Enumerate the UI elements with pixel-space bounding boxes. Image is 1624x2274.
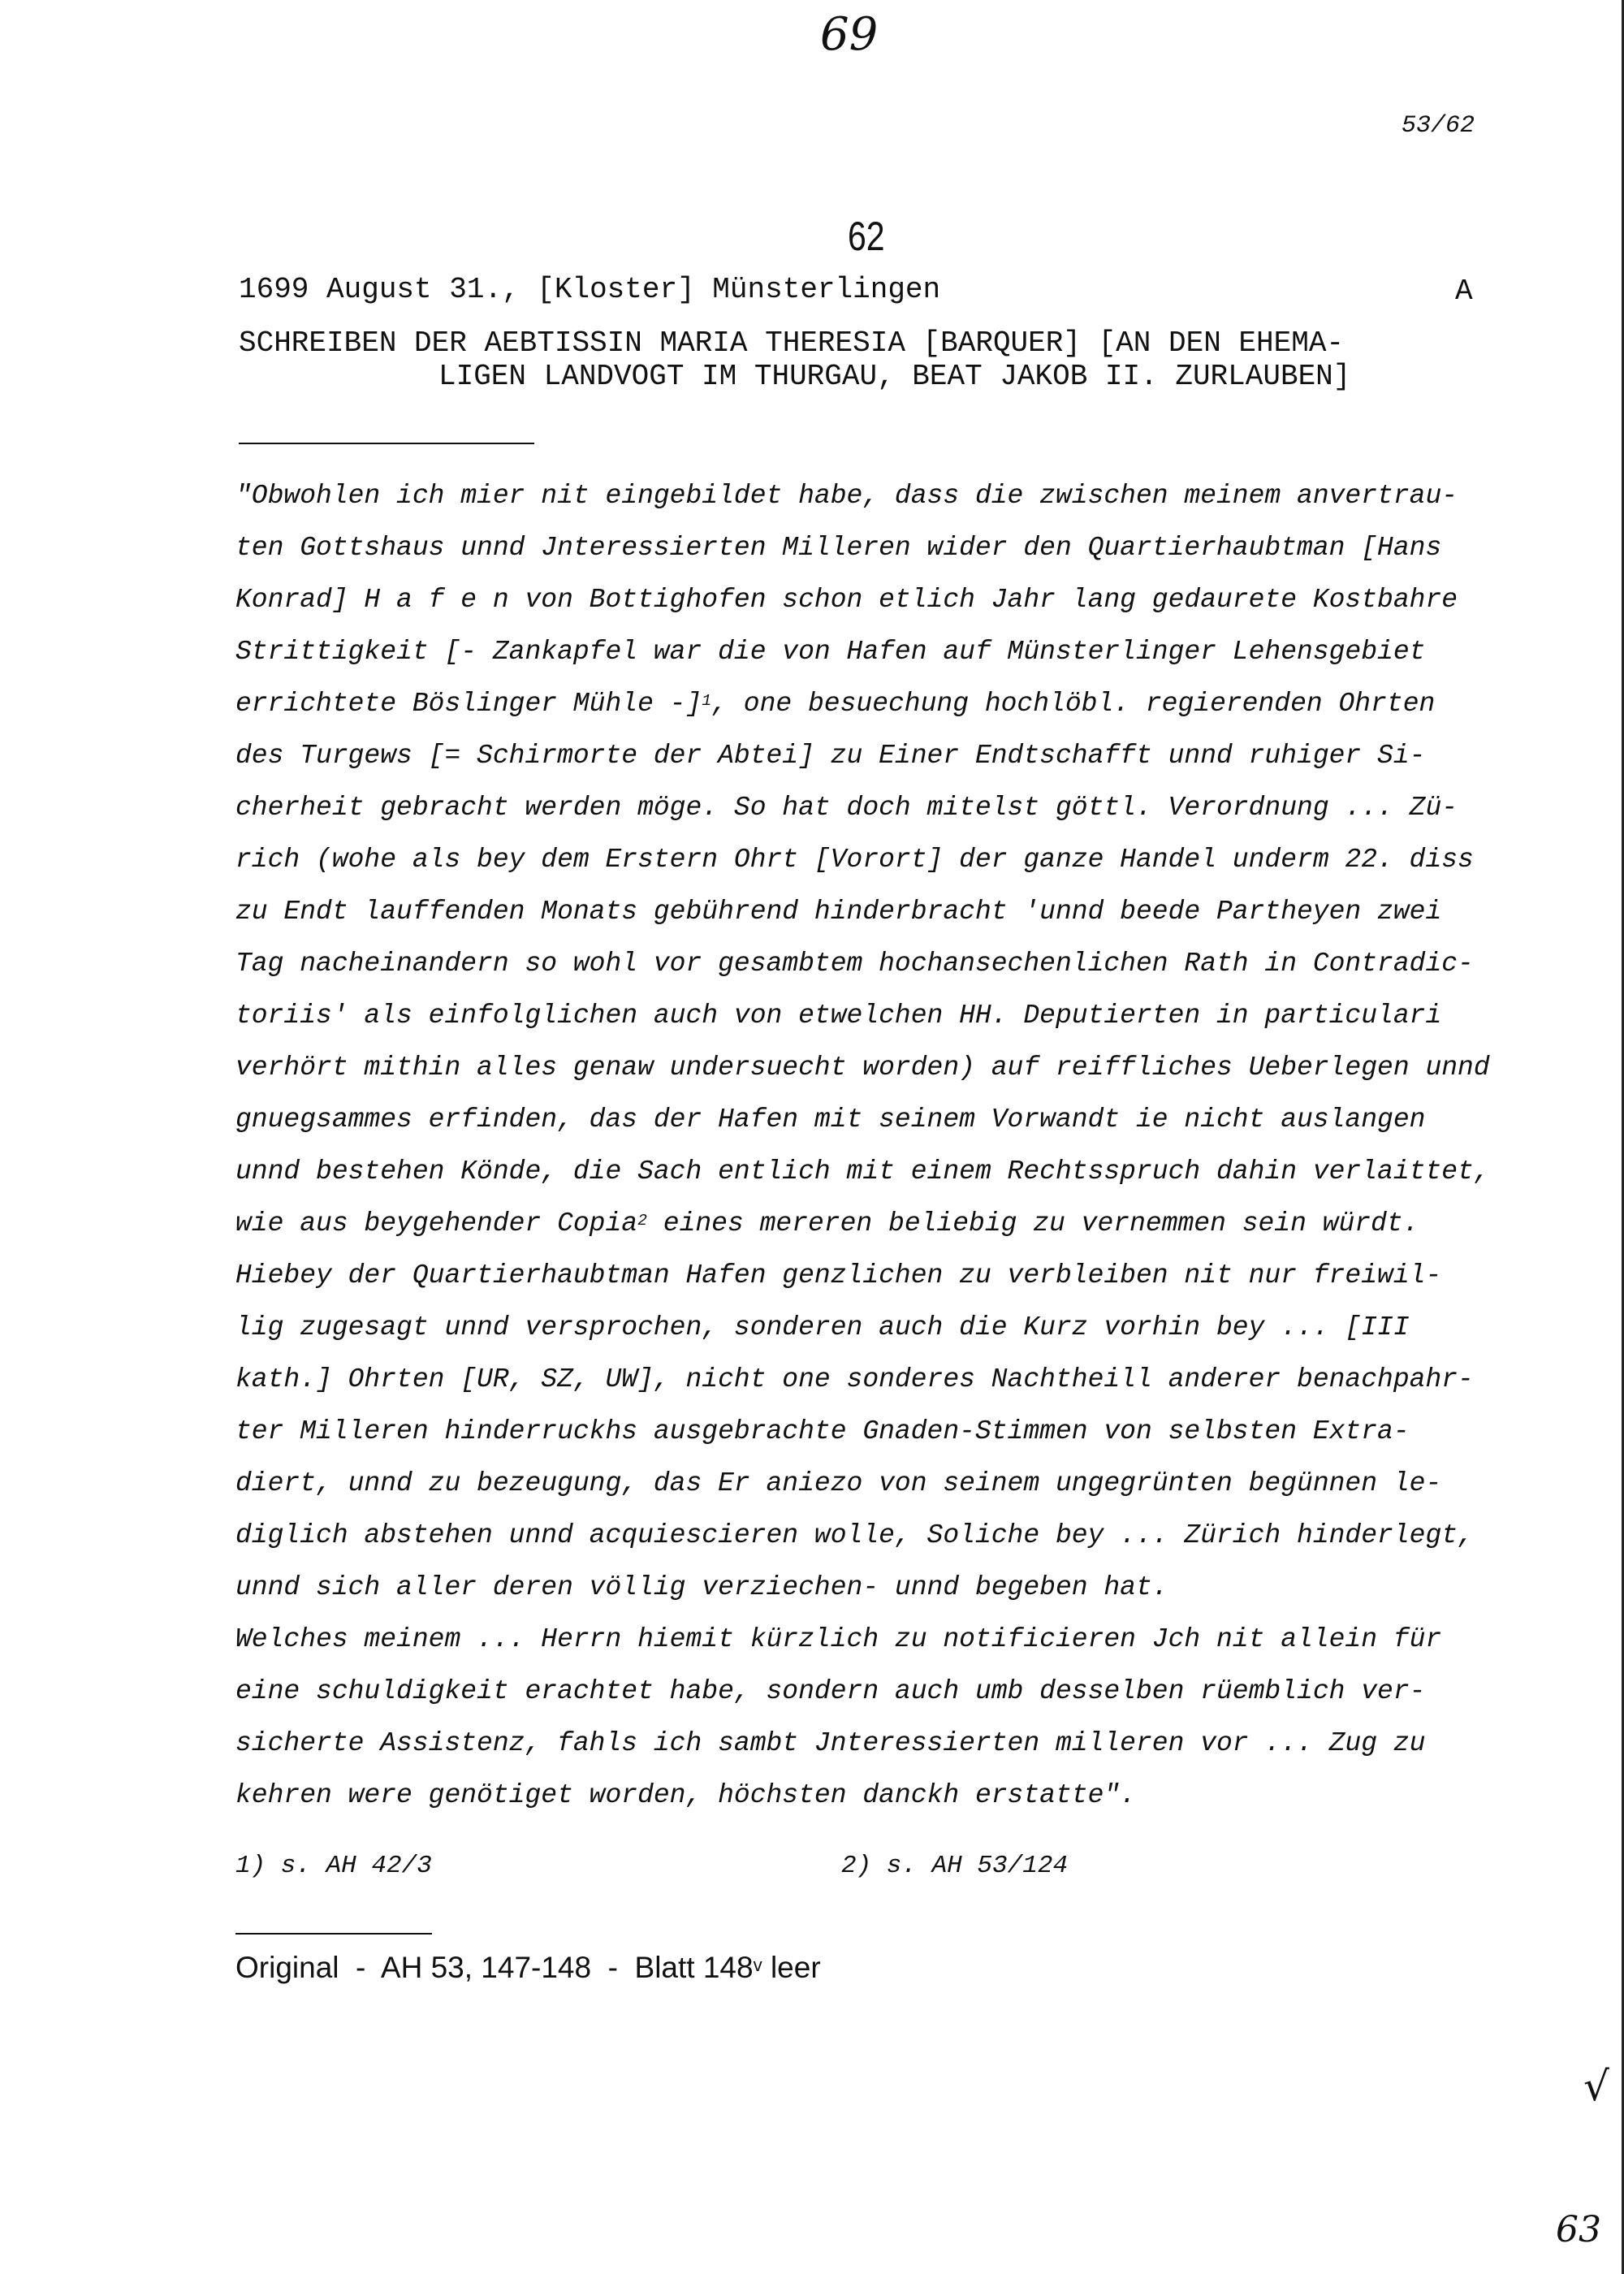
body-line-text: eines mereren beliebig zu vernemmen sein würdt. (646, 1208, 1419, 1239)
body-line-text: wie aus beygehender Copia (235, 1208, 638, 1239)
footnote-marker: 2 (637, 1212, 647, 1230)
body-line: diglich abstehen unnd acquiescieren wolle, Soliche bey ... Zürich hinderlegt, (235, 1520, 1474, 1550)
body-line-text: , one besuechung hochlöbl. regierenden Ohrten (711, 689, 1436, 719)
body-line: unnd sich aller deren völlig verziechen- unnd begeben hat. (235, 1572, 1168, 1602)
footnote-marker: 1 (702, 692, 712, 711)
body-line: Tag nacheinandern so wohl vor gesambtem hochansechenlichen Rath in Contradic- (235, 949, 1474, 979)
footnote-2: 2) s. AH 53/124 (841, 1852, 1069, 1880)
body-line: Konrad] H a f e n von Bottighofen schon etlich Jahr lang gedaurete Kostbahre (235, 585, 1458, 615)
dateline: 1699 August 31., [Kloster] Münsterlingen (239, 273, 941, 306)
body-line: diert, unnd zu bezeugung, das Er aniezo von seinem ungegrünten begünnen le- (235, 1468, 1442, 1498)
body-line (235, 689, 1435, 719)
archive-reference: 53/62 (1402, 112, 1475, 140)
source-line (235, 1951, 821, 1985)
body-line: toriis' als einfolglichen auch von etwelchen HH. Deputierten in particulari (235, 1001, 1442, 1031)
title-line-2: LIGEN LANDVOGT IM THURGAU, BEAT JAKOB II. ZURLAUBEN] (438, 360, 1351, 393)
body-line: gnuegsammes erfinden, das der Hafen mit seinem Vorwandt ie nicht auslangen (235, 1105, 1426, 1135)
document-number: 62 (848, 214, 885, 259)
body-line: des Turgews [= Schirmorte der Abtei] zu Einer Endtschafft unnd ruhiger Si- (235, 741, 1426, 771)
source-text: Original - AH 53, 147-148 - Blatt 148 (235, 1951, 754, 1984)
handwritten-page-number: 69 (820, 8, 879, 61)
handwritten-corner-number: 63 (1556, 2209, 1601, 2250)
body-line: sicherte Assistenz, fahls ich sambt Jnteressierten milleren vor ... Zug zu (235, 1728, 1426, 1758)
body-line: eine schuldigkeit erachtet habe, sondern auch umb desselben rüemblich ver- (235, 1676, 1426, 1706)
body-line: "Obwohlen ich mier nit eingebildet habe, dass die zwischen meinem anvertrau- (235, 481, 1458, 511)
body-line: rich (wohe als bey dem Erstern Ohrt [Vorort] der ganze Handel underm 22. diss (235, 845, 1474, 875)
footnote-1: 1) s. AH 42/3 (235, 1852, 432, 1880)
body-line (235, 1208, 1419, 1239)
body-line: ter Milleren hinderruckhs ausgebrachte Gnaden-Stimmen von selbsten Extra- (235, 1416, 1410, 1446)
title-line-1: SCHREIBEN DER AEBTISSIN MARIA THERESIA [BARQUER] [AN DEN EHEMA- (239, 326, 1345, 360)
body-line-text: errichtete Böslinger Mühle -] (235, 689, 702, 719)
body-line: ten Gottshaus unnd Jnteressierten Milleren wider den Quartierhaubtman [Hans (235, 533, 1442, 563)
body-line: zu Endt lauffenden Monats gebührend hinderbracht 'unnd beede Partheyen zwei (235, 897, 1442, 927)
body-line: cherheit gebracht werden möge. So hat doch mitelst göttl. Verordnung ... Zü- (235, 793, 1458, 823)
body-line: unnd bestehen Könde, die Sach entlich mit einem Rechtsspruch dahin verlaittet, (235, 1156, 1490, 1187)
body-line: Strittigkeit [- Zankapfel war die von Hafen auf Münsterlinger Lehensgebiet (235, 637, 1426, 667)
header-divider (239, 443, 534, 444)
document-type-marker: A (1455, 275, 1473, 308)
footnote-divider (235, 1933, 432, 1935)
body-line: kath.] Ohrten [UR, SZ, UW], nicht one sonderes Nachtheill anderer benachpahr- (235, 1364, 1474, 1394)
body-line: Welches meinem ... Herrn hiemit kürzlich zu notificieren Jch nit allein für (235, 1624, 1442, 1654)
folio-verso-marker: v (753, 1955, 762, 1976)
body-line: verhört mithin alles genaw undersuecht worden) auf reiffliches Ueberlegen unnd (235, 1053, 1490, 1083)
handwritten-check-mark: √ (1583, 2063, 1609, 2110)
source-text: leer (762, 1951, 821, 1984)
body-line: Hiebey der Quartierhaubtman Hafen genzlichen zu verbleiben nit nur freiwil- (235, 1260, 1442, 1290)
body-line: kehren were genötiget worden, höchsten danckh erstatte". (235, 1780, 1136, 1810)
body-line: lig zugesagt unnd versprochen, sonderen auch die Kurz vorhin bey ... [III (235, 1312, 1410, 1342)
